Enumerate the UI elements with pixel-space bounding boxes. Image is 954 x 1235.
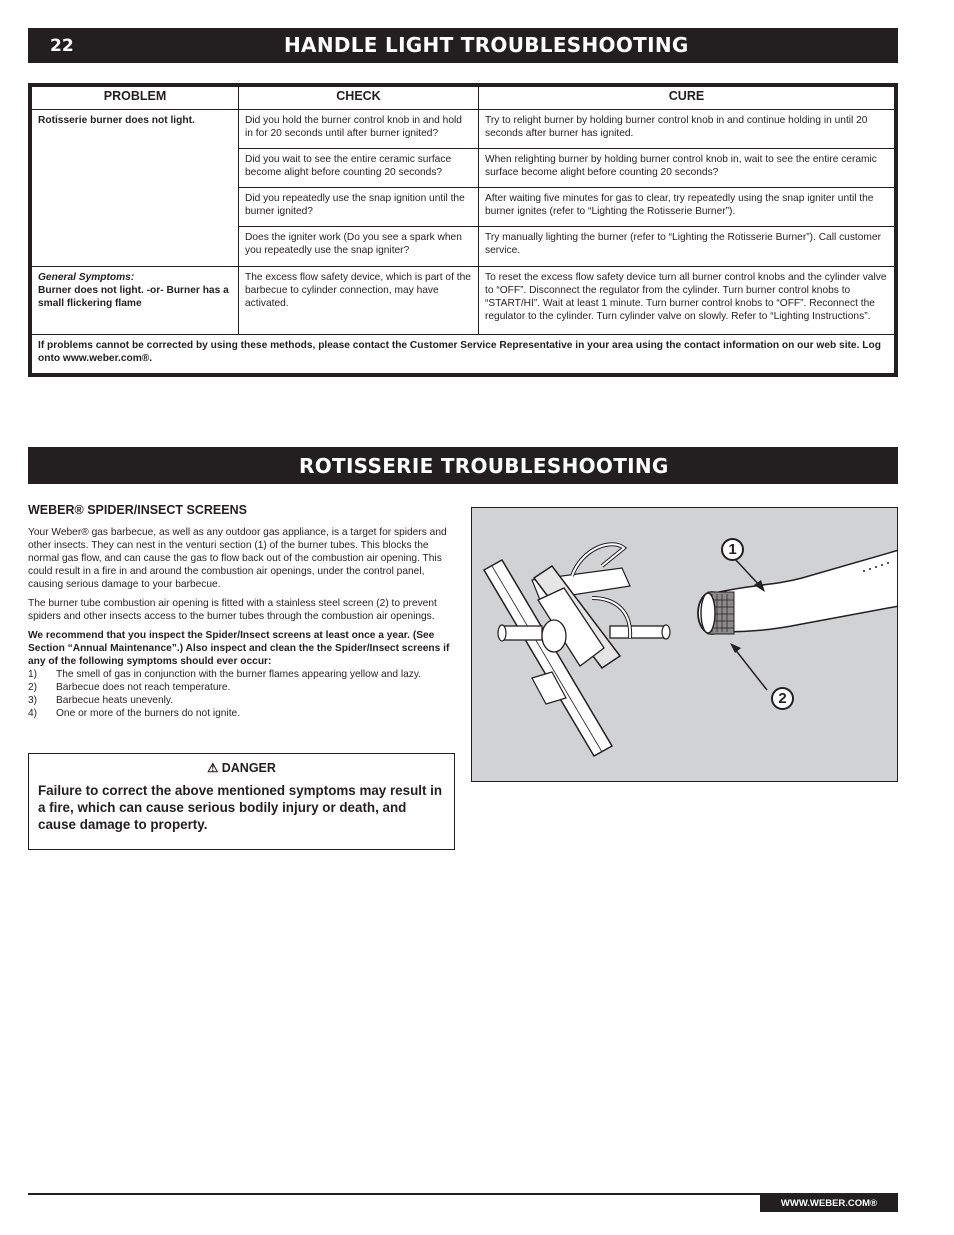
burner-drawing: [472, 508, 898, 782]
list-item: [28, 694, 458, 707]
paragraph-3: We recommend that you inspect the Spider/Insect screens at least once a year. (See Section “Annual Maintenance”.) Also inspect and clean the the Spider/Insect screens if any of the following symptoms should ever occur:: [28, 630, 450, 667]
page-number: 22: [50, 36, 74, 56]
list-item: [28, 681, 458, 694]
cure-cell: Try manually lighting the burner (refer to “Lighting the Rotisserie Burner”). Call customer service.: [479, 227, 895, 266]
symptom-list: [28, 668, 458, 720]
column-header-check: CHECK: [239, 87, 479, 110]
column-header-problem: PROBLEM: [32, 87, 239, 110]
list-number: 4): [28, 708, 38, 719]
section-banner: [28, 447, 898, 484]
callout-1-marker: [721, 538, 744, 561]
check-cell: Does the igniter work (Do you see a spark when you repeatedly use the snap igniter?: [239, 227, 479, 266]
problem-text: Burner does not light. -or- Burner has a small flickering flame: [38, 284, 229, 309]
cure-cell: To reset the excess flow safety device turn all burner control knobs and the cylinder valve to “OFF”. Disconnect the regulator from the cylinder. Turn burner control knobs to “START/HI”. Wait at least 1 minute. Turn burner control knobs to “OFF”. Reconnect the regulator to the cylinder. Turn cylinder valve on slowly. Refer to “Lighting Instructions”.: [479, 266, 895, 334]
problem-label: General Symptoms:: [38, 271, 135, 283]
paragraph-2: The burner tube combustion air opening is fitted with a stainless steel screen (2) to prevent spiders and other insects access to the burner tubes through the combustion air openings.: [28, 598, 437, 622]
danger-text: Failure to correct the above mentioned symptoms may result in a fire, which can cause serious bodily injury or death, and cause damage to property.: [38, 783, 443, 832]
problem-text: Rotisserie burner does not light.: [38, 115, 195, 126]
section-title: ROTISSERIE TROUBLESHOOTING: [299, 454, 669, 478]
problem-cell: [32, 266, 239, 334]
danger-title: ⚠ DANGER: [207, 761, 276, 775]
list-number: 3): [28, 695, 38, 706]
list-item: [28, 668, 458, 681]
cure-cell: After waiting five minutes for gas to clear, try repeatedly using the snap igniter until the burner ignites (refer to “Lighting the Rotisserie Burner”).: [479, 188, 895, 227]
list-text: One or more of the burners do not ignite.: [56, 708, 241, 719]
website-link[interactable]: WWW.WEBER.COM®: [760, 1195, 898, 1212]
table-row: [32, 110, 895, 149]
header-banner: [28, 28, 898, 63]
table-footer-note: If problems cannot be corrected by using these methods, please contact the Customer Service Representative in your area using the contact information on our web site. Log onto www.weber.com®.: [32, 334, 895, 373]
check-cell: Did you hold the burner control knob in and hold in for 20 seconds until after burner ignited?: [239, 110, 479, 149]
cure-cell: Try to relight burner by holding burner control knob in and continue holding in until 20 seconds after burner has ignited.: [479, 110, 895, 149]
table-header-row: [32, 87, 895, 110]
list-item: [28, 707, 458, 720]
troubleshooting-table: [28, 83, 898, 377]
danger-box: [28, 753, 455, 850]
page-title: HANDLE LIGHT TROUBLESHOOTING: [284, 33, 689, 57]
check-cell: Did you repeatedly use the snap ignition until the burner ignited?: [239, 188, 479, 227]
list-text: Barbecue does not reach temperature.: [56, 682, 231, 693]
problem-cell: [32, 110, 239, 267]
cure-cell: When relighting burner by holding burner control knob in, wait to see the entire ceramic surface become alight before counting 20 seconds?: [479, 149, 895, 188]
sub-heading: WEBER® SPIDER/INSECT SCREENS: [28, 503, 247, 517]
list-number: 2): [28, 682, 38, 693]
paragraph-1: Your Weber® gas barbecue, as well as any outdoor gas appliance, is a target for spiders and other insects. They can nest in the venturi section (1) of the burner tubes. This blocks the normal gas flow, and can cause the gas to flow back out of the combustion air opening. This could result in a fire in and around the combustion air openings, under the control panel, causing serious damage to your barbecue.: [28, 527, 447, 590]
check-cell: The excess flow safety device, which is part of the barbecue to cylinder connection, may have activated.: [239, 266, 479, 334]
burner-tube: [698, 550, 898, 634]
table-row: [32, 266, 895, 334]
list-number: 1): [28, 669, 38, 680]
callout-2-label: 2: [778, 690, 787, 707]
column-header-cure: CURE: [479, 87, 895, 110]
list-text: Barbecue heats unevenly.: [56, 695, 174, 706]
table-footer-row: [32, 334, 895, 373]
spider-screens-section: [28, 503, 458, 720]
callout-1-label: 1: [728, 541, 737, 558]
check-cell: Did you wait to see the entire ceramic surface become alight before counting 20 seconds?: [239, 149, 479, 188]
burner-illustration: [471, 507, 898, 782]
callout-2-marker: [771, 687, 794, 710]
list-text: The smell of gas in conjunction with the burner flames appearing yellow and lazy.: [56, 669, 422, 680]
